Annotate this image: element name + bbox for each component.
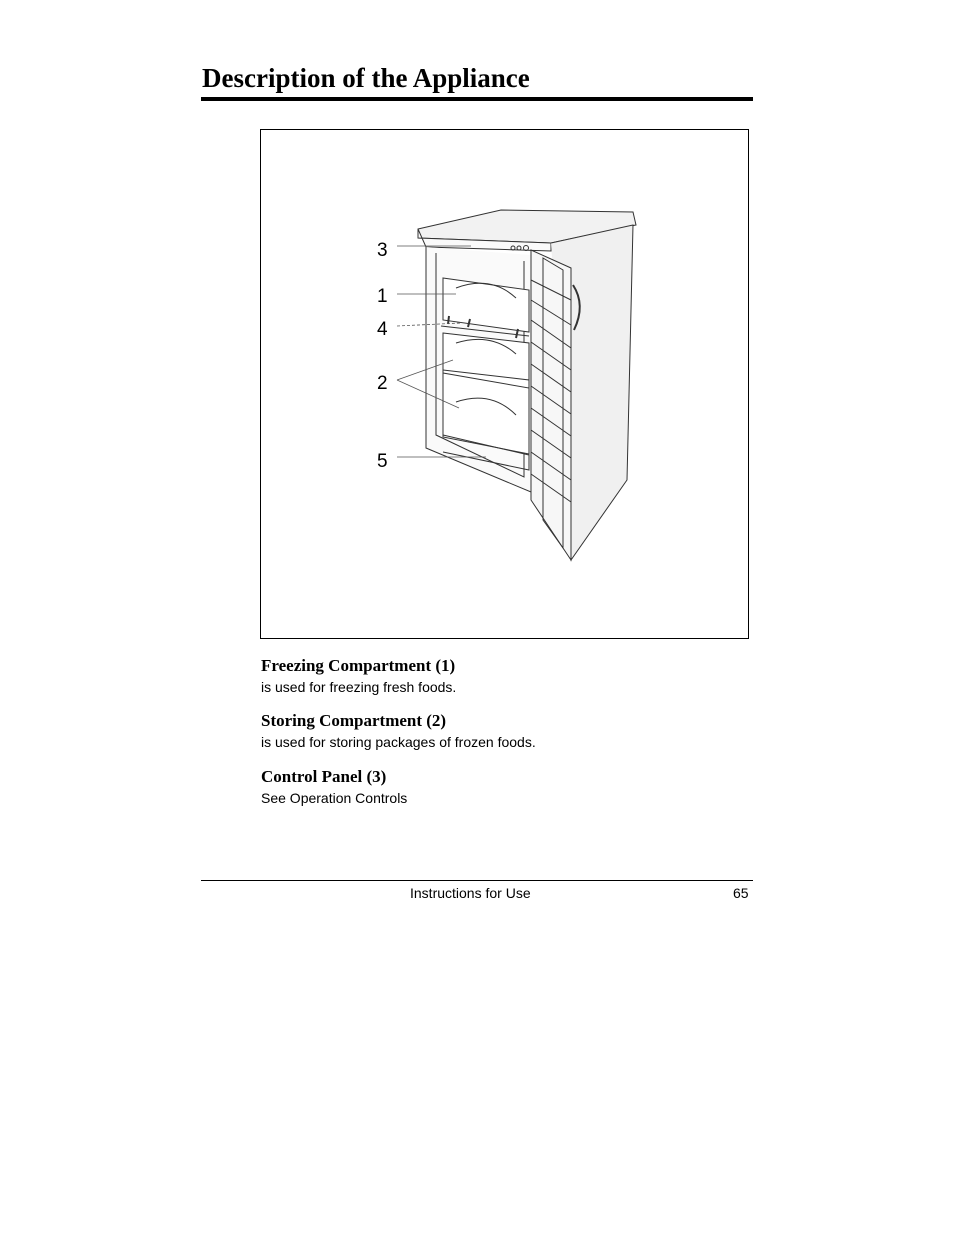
title-rule xyxy=(201,97,753,101)
callout-3: 3 xyxy=(377,240,388,261)
page-number: 65 xyxy=(733,885,749,901)
freezer-illustration xyxy=(261,130,748,638)
section-storing-compartment xyxy=(261,711,741,751)
footer-rule xyxy=(201,880,753,881)
callout-2: 2 xyxy=(377,373,388,394)
section-body: See Operation Controls xyxy=(261,790,408,806)
section-control-panel xyxy=(261,767,741,807)
section-body: is used for freezing fresh foods. xyxy=(261,679,457,695)
appliance-figure xyxy=(260,129,749,639)
section-heading: Storing Compartment (2) xyxy=(261,711,447,730)
callout-4: 4 xyxy=(377,319,388,340)
callout-5: 5 xyxy=(377,451,388,472)
footer-label: Instructions for Use xyxy=(410,885,531,901)
section-freezing-compartment xyxy=(261,656,741,696)
section-body: is used for storing packages of frozen foods. xyxy=(261,734,536,750)
section-heading: Freezing Compartment (1) xyxy=(261,656,456,675)
section-heading: Control Panel (3) xyxy=(261,767,387,786)
callout-1: 1 xyxy=(377,286,388,307)
page-title: Description of the Appliance xyxy=(202,63,530,93)
